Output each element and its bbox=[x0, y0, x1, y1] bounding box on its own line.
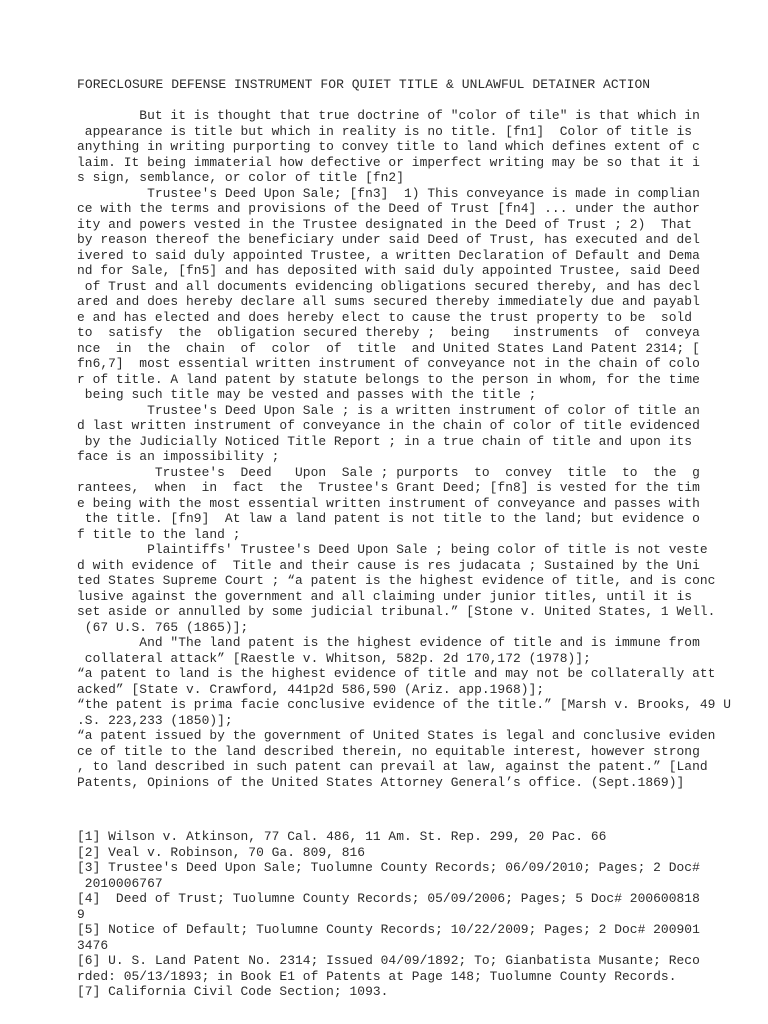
body-text-line: by reason thereof the beneficiary under said Deed of Trust, has executed and del bbox=[77, 232, 700, 247]
footnote-line: [2] Veal v. Robinson, 70 Ga. 809, 816 bbox=[77, 844, 366, 860]
body-text-line: Trustee's Deed Upon Sale ; is a written instrument of color of title an bbox=[77, 402, 700, 418]
body-text-line: , to land described in such patent can prevail at law, against the patent.” [Land bbox=[77, 759, 708, 774]
body-text-line: r of title. A land patent by statute belongs to the person in whom, for the time bbox=[77, 371, 700, 387]
body-text-line: But it is thought that true doctrine of "color of tile" is that which in bbox=[77, 108, 700, 123]
body-text-line: the title. [fn9] At law a land patent is not title to the land; but evidence o bbox=[77, 511, 700, 526]
body-text-line: Patents, Opinions of the United States Attorney General’s office. (Sept.1869)] bbox=[77, 774, 685, 790]
body-text-line: fn6,7] most essential written instrument of conveyance not in the chain of colo bbox=[77, 356, 700, 371]
body-text-line: acked” [State v. Crawford, 441p2d 586,590 (Ariz. app.1968)]; bbox=[77, 681, 545, 697]
body-text-line: .S. 223,233 (1850)]; bbox=[77, 712, 233, 728]
body-text-line: Trustee's Deed Upon Sale ; purports to convey title to the g bbox=[77, 464, 700, 480]
body-text-line: of Trust and all documents evidencing obligations secured thereby, and has decl bbox=[77, 278, 700, 294]
body-text-line: f title to the land ; bbox=[77, 526, 241, 542]
body-text-line: face is an impossibility ; bbox=[77, 449, 280, 464]
footnote-line: [5] Notice of Default; Tuolumne County Records; 10/22/2009; Pages; 2 Doc# 200901 bbox=[77, 922, 700, 937]
footnote-line: 3476 bbox=[77, 937, 109, 953]
body-text-line: ivered to said duly appointed Trustee, a written Declaration of Default and Dema bbox=[77, 247, 700, 263]
body-text-line: (67 U.S. 765 (1865)]; bbox=[77, 619, 249, 635]
body-text-line: ity and powers vested in the Trustee designated in the Deed of Trust ; 2) That bbox=[77, 216, 693, 232]
body-text-line: ared and does hereby declare all sums secured thereby immediately due and payabl bbox=[77, 294, 700, 309]
footnote-line: [1] Wilson v. Atkinson, 77 Cal. 486, 11 Am. St. Rep. 299, 20 Pac. 66 bbox=[77, 829, 607, 844]
body-text-line: nd for Sale, [fn5] and has deposited with said duly appointed Trustee, said Deed bbox=[77, 263, 700, 278]
body-text-line: s sign, semblance, or color of title [fn2] bbox=[77, 170, 404, 185]
body-text-line: ce of title to the land described therein, no equitable interest, however strong bbox=[77, 743, 700, 759]
body-text-line: appearance is title but which in reality is no title. [fn1] Color of title is bbox=[77, 123, 693, 139]
body-text-line: ce with the terms and provisions of the Deed of Trust [fn4] ... under the author bbox=[77, 201, 700, 216]
body-text-line: d last written instrument of conveyance in the chain of color of title evidenced bbox=[77, 418, 700, 433]
body-text-line: And "The land patent is the highest evidence of title and is immune from bbox=[77, 635, 700, 650]
document-title: FORECLOSURE DEFENSE INSTRUMENT FOR QUIET TITLE & UNLAWFUL DETAINER ACTION bbox=[77, 77, 651, 92]
footnote-line: [3] Trustee's Deed Upon Sale; Tuolumne County Records; 06/09/2010; Pages; 2 Doc# bbox=[77, 860, 700, 875]
body-text-line: rantees, when in fact the Trustee's Grant Deed; [fn8] is vested for the tim bbox=[77, 480, 700, 495]
footnote-line: [6] U. S. Land Patent No. 2314; Issued 04/09/1892; To; Gianbatista Musante; Reco bbox=[77, 953, 700, 968]
body-text-line: e and has elected and does hereby elect to cause the trust property to be sold bbox=[77, 309, 693, 325]
body-text-line: by the Judicially Noticed Title Report ; in a true chain of title and upon its bbox=[77, 433, 693, 449]
body-text-line: anything in writing purporting to convey title to land which defines extent of c bbox=[77, 139, 700, 154]
document-body bbox=[77, 108, 731, 790]
body-text-line: lusive against the government and all claiming under junior titles, until it is bbox=[77, 588, 693, 604]
body-text-line: e being with the most essential written instrument of conveyance and passes with bbox=[77, 495, 700, 511]
body-text-line: ted States Supreme Court ; “a patent is the highest evidence of title, and is conc bbox=[77, 573, 716, 588]
body-text-line: Trustee's Deed Upon Sale; [fn3] 1) This conveyance is made in complian bbox=[77, 185, 700, 201]
body-text-line: d with evidence of Title and their cause is res judacata ; Sustained by the Uni bbox=[77, 557, 700, 573]
body-text-line: Plaintiffs' Trustee's Deed Upon Sale ; being color of title is not veste bbox=[77, 542, 708, 557]
footnote-line: rded: 05/13/1893; in Book E1 of Patents at Page 148; Tuolumne County Records. bbox=[77, 968, 677, 984]
body-text-line: “a patent issued by the government of United States is legal and conclusive eviden bbox=[77, 728, 716, 743]
footnote-line: [7] California Civil Code Section; 1093. bbox=[77, 984, 389, 999]
body-text-line: “the patent is prima facie conclusive evidence of the title.” [Marsh v. Brooks, 49 U bbox=[77, 697, 731, 712]
footnote-line: 9 bbox=[77, 906, 85, 922]
body-text-line: laim. It being immaterial how defective or imperfect writing may be so that it i bbox=[77, 154, 700, 170]
body-text-line: set aside or annulled by some judicial tribunal.” [Stone v. United States, 1 Well. bbox=[77, 604, 716, 619]
body-text-line: nce in the chain of color of title and United States Land Patent 2314; [ bbox=[77, 340, 700, 356]
footnote-line: [4] Deed of Trust; Tuolumne County Records; 05/09/2006; Pages; 5 Doc# 200600818 bbox=[77, 891, 700, 906]
body-text-line: “a patent to land is the highest evidence of title and may not be collaterally att bbox=[77, 666, 716, 681]
body-text-line: being such title may be vested and passes with the title ; bbox=[77, 387, 537, 402]
footnotes bbox=[77, 829, 717, 1000]
body-text-line: to satisfy the obligation secured thereby ; being instruments of conveya bbox=[77, 325, 700, 340]
footnote-line: 2010006767 bbox=[77, 875, 163, 891]
body-text-line: collateral attack” [Raestle v. Whitson, 582p. 2d 170,172 (1978)]; bbox=[77, 650, 591, 666]
